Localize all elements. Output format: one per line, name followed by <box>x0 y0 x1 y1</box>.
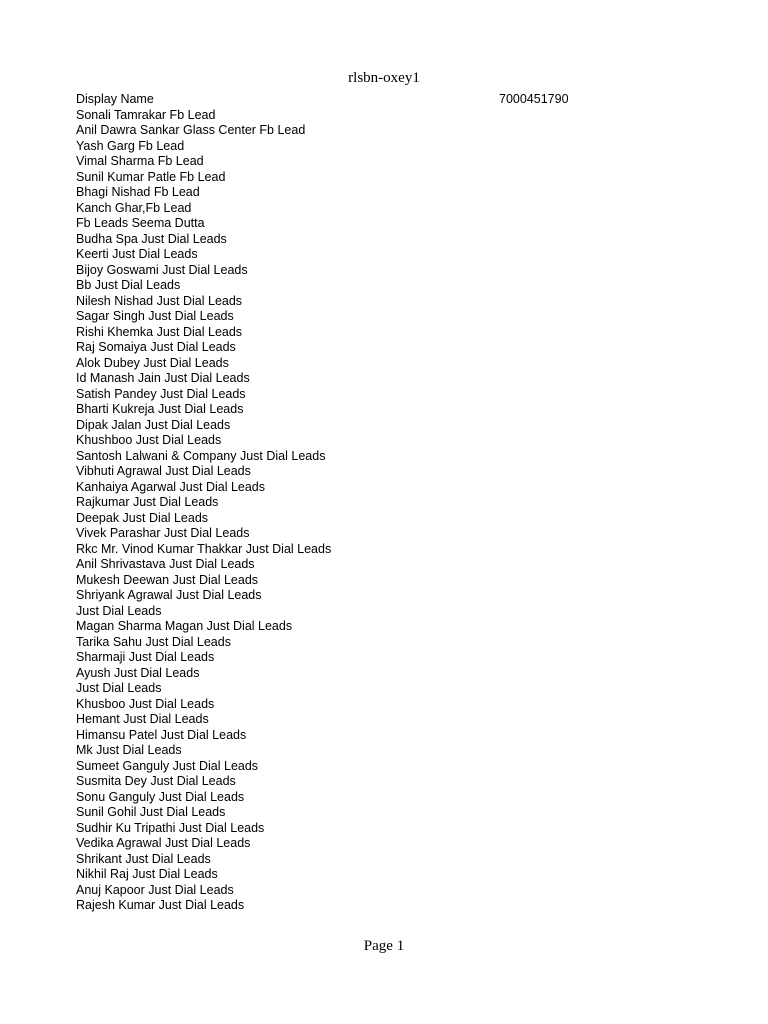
contact-row: Yash Garg Fb Lead <box>76 138 185 153</box>
contact-row: Keerti Just Dial Leads <box>76 247 198 261</box>
contact-row: Sonali Tamrakar Fb Lead <box>76 107 216 122</box>
contact-row: Raj Somaiya Just Dial Leads <box>76 340 236 354</box>
contact-row: Satish Pandey Just Dial Leads <box>76 386 246 401</box>
contact-row: Kanch Ghar,Fb Lead <box>76 200 192 215</box>
contact-row: Tarika Sahu Just Dial Leads <box>76 634 231 649</box>
column-header-row <box>76 92 696 108</box>
contact-row: Mukesh Deewan Just Dial Leads <box>76 572 259 587</box>
contact-row: Anuj Kapoor Just Dial Leads <box>76 882 234 897</box>
page-number: Page 1 <box>363 938 405 954</box>
contact-row: Sharmaji Just Dial Leads <box>76 650 215 664</box>
contact-row: Magan Sharma Magan Just Dial Leads <box>76 619 293 633</box>
contact-row: Alok Dubey Just Dial Leads <box>76 355 229 370</box>
contact-row: Deepak Just Dial Leads <box>76 510 209 525</box>
contact-row: Anil Dawra Sankar Glass Center Fb Lead <box>76 123 306 137</box>
contact-row: Shrikant Just Dial Leads <box>76 851 211 866</box>
phone-column-header: 7000451790 <box>499 92 569 106</box>
contact-row: Anil Shrivastava Just Dial Leads <box>76 557 255 571</box>
contact-row: Vedika Agrawal Just Dial Leads <box>76 836 251 850</box>
contact-row: Mk Just Dial Leads <box>76 743 182 757</box>
contact-row: Khushboo Just Dial Leads <box>76 433 222 447</box>
contact-row: Khusboo Just Dial Leads <box>76 696 215 711</box>
contact-row: Budha Spa Just Dial Leads <box>76 231 227 246</box>
contact-row: Vimal Sharma Fb Lead <box>76 154 204 168</box>
contact-row: Sudhir Ku Tripathi Just Dial Leads <box>76 820 265 835</box>
contact-row: Just Dial Leads <box>76 681 162 695</box>
contact-row: Fb Leads Seema Dutta <box>76 216 205 230</box>
contact-row: Sunil Gohil Just Dial Leads <box>76 805 226 819</box>
contact-row: Sunil Kumar Patle Fb Lead <box>76 169 226 184</box>
contact-row: Id Manash Jain Just Dial Leads <box>76 371 250 385</box>
contact-row: Rishi Khemka Just Dial Leads <box>76 324 243 339</box>
contact-row: Shriyank Agrawal Just Dial Leads <box>76 588 262 602</box>
contact-row: Rkc Mr. Vinod Kumar Thakkar Just Dial Leads <box>76 541 332 556</box>
contact-row: Nilesh Nishad Just Dial Leads <box>76 293 243 308</box>
page-header-title: rlsbn-oxey1 <box>348 70 420 86</box>
contact-row: Bb Just Dial Leads <box>76 278 181 292</box>
contact-row: Bijoy Goswami Just Dial Leads <box>76 262 248 277</box>
contact-row: Ayush Just Dial Leads <box>76 665 200 680</box>
contact-row: Susmita Dey Just Dial Leads <box>76 774 236 788</box>
contact-row: Nikhil Raj Just Dial Leads <box>76 867 218 881</box>
contact-row: Rajkumar Just Dial Leads <box>76 495 219 509</box>
contact-row: Kanhaiya Agarwal Just Dial Leads <box>76 479 266 494</box>
contact-row: Sumeet Ganguly Just Dial Leads <box>76 758 259 773</box>
contact-row: Himansu Patel Just Dial Leads <box>76 727 247 742</box>
contact-row: Just Dial Leads <box>76 603 162 618</box>
contact-row: Bhagi Nishad Fb Lead <box>76 185 200 199</box>
contact-row: Vivek Parashar Just Dial Leads <box>76 526 250 540</box>
contact-row: Vibhuti Agrawal Just Dial Leads <box>76 464 251 478</box>
contact-row: Santosh Lalwani & Company Just Dial Leads <box>76 448 326 463</box>
contact-sheet <box>76 92 696 914</box>
contact-row: Bharti Kukreja Just Dial Leads <box>76 402 244 416</box>
contact-row: Dipak Jalan Just Dial Leads <box>76 417 231 432</box>
contact-row: Sagar Singh Just Dial Leads <box>76 309 234 323</box>
contact-row: Sonu Ganguly Just Dial Leads <box>76 789 245 804</box>
contact-row: Hemant Just Dial Leads <box>76 712 209 726</box>
contact-name-list <box>76 108 696 914</box>
contact-row: Rajesh Kumar Just Dial Leads <box>76 898 245 912</box>
display-name-column-header: Display Name <box>76 92 154 106</box>
